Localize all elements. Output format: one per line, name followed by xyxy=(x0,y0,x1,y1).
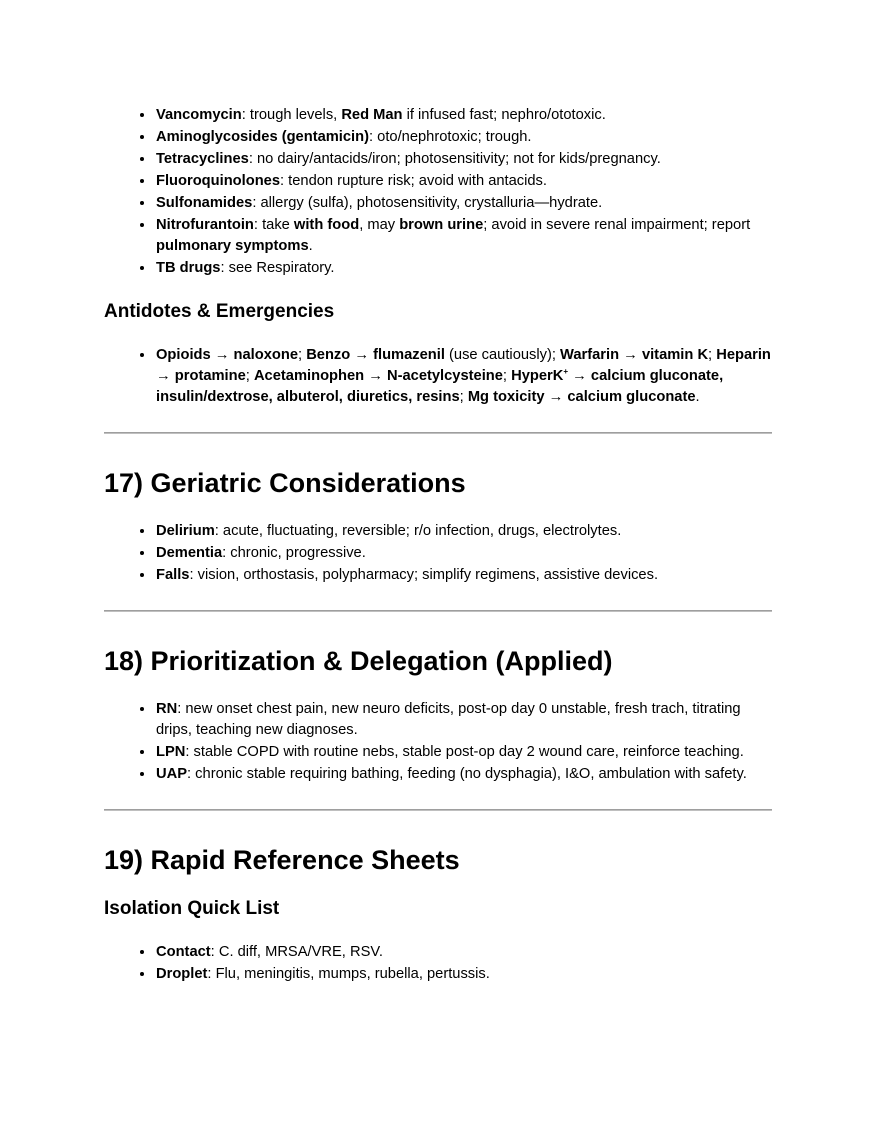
bold-text-run: Warfarin xyxy=(560,347,620,363)
list-item xyxy=(155,698,772,741)
bold-text-run: Sulfonamides xyxy=(156,195,253,211)
list-item xyxy=(155,257,772,279)
text-run: → xyxy=(156,368,175,384)
bold-text-run: Falls xyxy=(156,567,190,583)
text-run: : oto/nephrotoxic; trough. xyxy=(369,129,532,145)
bold-text-run: Benzo xyxy=(306,347,351,363)
text-run: : trough levels, xyxy=(241,107,342,123)
bullet-list xyxy=(104,344,772,408)
text-run: → xyxy=(544,389,568,405)
bold-text-run: Vancomycin xyxy=(156,107,242,123)
bold-text-run: vitamin K xyxy=(641,347,709,363)
bold-text-run: pulmonary symptoms xyxy=(156,238,309,254)
text-run: : stable COPD with routine nebs, stable post-op day 2 wound care, reinforce teaching. xyxy=(185,744,744,760)
list-item xyxy=(155,941,772,963)
bold-text-run: N-acetylcysteine xyxy=(386,368,503,384)
section-heading: 19) Rapid Reference Sheets xyxy=(104,845,460,875)
subsection-heading: Antidotes & Emergencies xyxy=(104,301,335,322)
bold-text-run: LPN xyxy=(156,744,186,760)
list-item xyxy=(155,344,772,408)
bold-text-run: Contact xyxy=(156,944,211,960)
bullet-list xyxy=(104,520,772,586)
list-item xyxy=(155,214,772,257)
bullet-list xyxy=(104,698,772,785)
list-item xyxy=(155,148,772,170)
text-run: ; xyxy=(459,389,468,405)
text-run: : chronic, progressive. xyxy=(222,545,366,561)
text-run: ; avoid in severe renal impairment; report xyxy=(483,217,751,233)
bold-text-run: Nitrofurantoin xyxy=(156,217,254,233)
bullet-list xyxy=(104,941,772,985)
text-run: ; xyxy=(245,368,254,384)
bold-text-run: Mg toxicity xyxy=(467,389,545,405)
bold-text-run: Acetaminophen xyxy=(253,368,365,384)
bold-text-run: calcium gluconate, insulin/dextrose, albuterol, diuretics, resins xyxy=(156,368,724,405)
text-run: : no dairy/antacids/iron; photosensitivity; not for kids/pregnancy. xyxy=(248,151,661,167)
list-item xyxy=(155,763,772,785)
bold-text-run: Dementia xyxy=(156,545,223,561)
bold-text-run: Red Man xyxy=(341,107,403,123)
section-heading: 18) Prioritization & Delegation (Applied) xyxy=(104,646,613,676)
text-run: ; xyxy=(298,347,307,363)
text-run: → xyxy=(350,347,374,363)
bold-text-run: Aminoglycosides (gentamicin) xyxy=(156,129,370,145)
text-run: : see Respiratory. xyxy=(220,260,335,276)
text-run: : tendon rupture risk; avoid with antacids. xyxy=(280,173,547,189)
section-divider xyxy=(104,809,772,811)
text-run: → xyxy=(210,347,234,363)
list-item xyxy=(155,170,772,192)
bold-text-run: brown urine xyxy=(399,217,484,233)
text-run: : C. diff, MRSA/VRE, RSV. xyxy=(210,944,383,960)
section-divider xyxy=(104,610,772,612)
text-run: → xyxy=(364,368,387,384)
list-item xyxy=(155,192,772,214)
bold-text-run: Tetracyclines xyxy=(156,151,249,167)
section-heading: 17) Geriatric Considerations xyxy=(104,468,466,498)
subsection-heading: Isolation Quick List xyxy=(104,898,280,919)
text-run: : chronic stable requiring bathing, feeding (no dysphagia), I&O, ambulation with safety. xyxy=(187,766,747,782)
bold-text-run: Fluoroquinolones xyxy=(156,173,281,189)
list-item xyxy=(155,564,772,586)
text-run: ; xyxy=(502,368,512,384)
list-item xyxy=(155,104,772,126)
text-run: ; xyxy=(708,347,717,363)
bold-text-run: RN xyxy=(156,701,178,717)
text-run: : vision, orthostasis, polypharmacy; simplify regimens, assistive devices. xyxy=(189,567,659,583)
text-run: . xyxy=(308,238,313,254)
list-item xyxy=(155,741,772,763)
bold-text-run: with food xyxy=(293,217,360,233)
bullet-list xyxy=(104,104,772,279)
text-run: : allergy (sulfa), photosensitivity, crystalluria—hydrate. xyxy=(252,195,603,211)
list-item xyxy=(155,542,772,564)
section-divider xyxy=(104,432,772,434)
text-run: : take xyxy=(253,217,294,233)
list-item xyxy=(155,520,772,542)
text-run: : new onset chest pain, new neuro deficits, post-op day 0 unstable, fresh trach, titrating drips, teaching new diagnoses. xyxy=(156,701,741,738)
text-run: . xyxy=(695,389,700,405)
text-run: , may xyxy=(359,217,400,233)
bold-text-run: TB drugs xyxy=(156,260,221,276)
text-run: : Flu, meningitis, mumps, rubella, pertussis. xyxy=(207,966,490,982)
text-run: → xyxy=(619,347,642,363)
bold-text-run: Delirium xyxy=(156,523,215,539)
bold-text-run: Droplet xyxy=(156,966,208,982)
bold-text-run: calcium gluconate xyxy=(567,389,696,405)
bold-text-run: HyperK xyxy=(511,368,564,384)
list-item xyxy=(155,963,772,985)
list-item xyxy=(155,126,772,148)
bold-text-run: protamine xyxy=(174,368,246,384)
bold-text-run: UAP xyxy=(156,766,188,782)
bold-text-run: + xyxy=(563,367,569,377)
bold-text-run: naloxone xyxy=(233,347,299,363)
bold-text-run: flumazenil xyxy=(373,347,445,363)
text-run: : acute, fluctuating, reversible; r/o infection, drugs, electrolytes. xyxy=(214,523,622,539)
text-run: (use cautiously); xyxy=(444,347,561,363)
bold-text-run: Heparin xyxy=(716,347,771,363)
text-run: → xyxy=(568,368,591,384)
bold-text-run: Opioids xyxy=(156,347,211,363)
text-run: if infused fast; nephro/ototoxic. xyxy=(402,107,606,123)
